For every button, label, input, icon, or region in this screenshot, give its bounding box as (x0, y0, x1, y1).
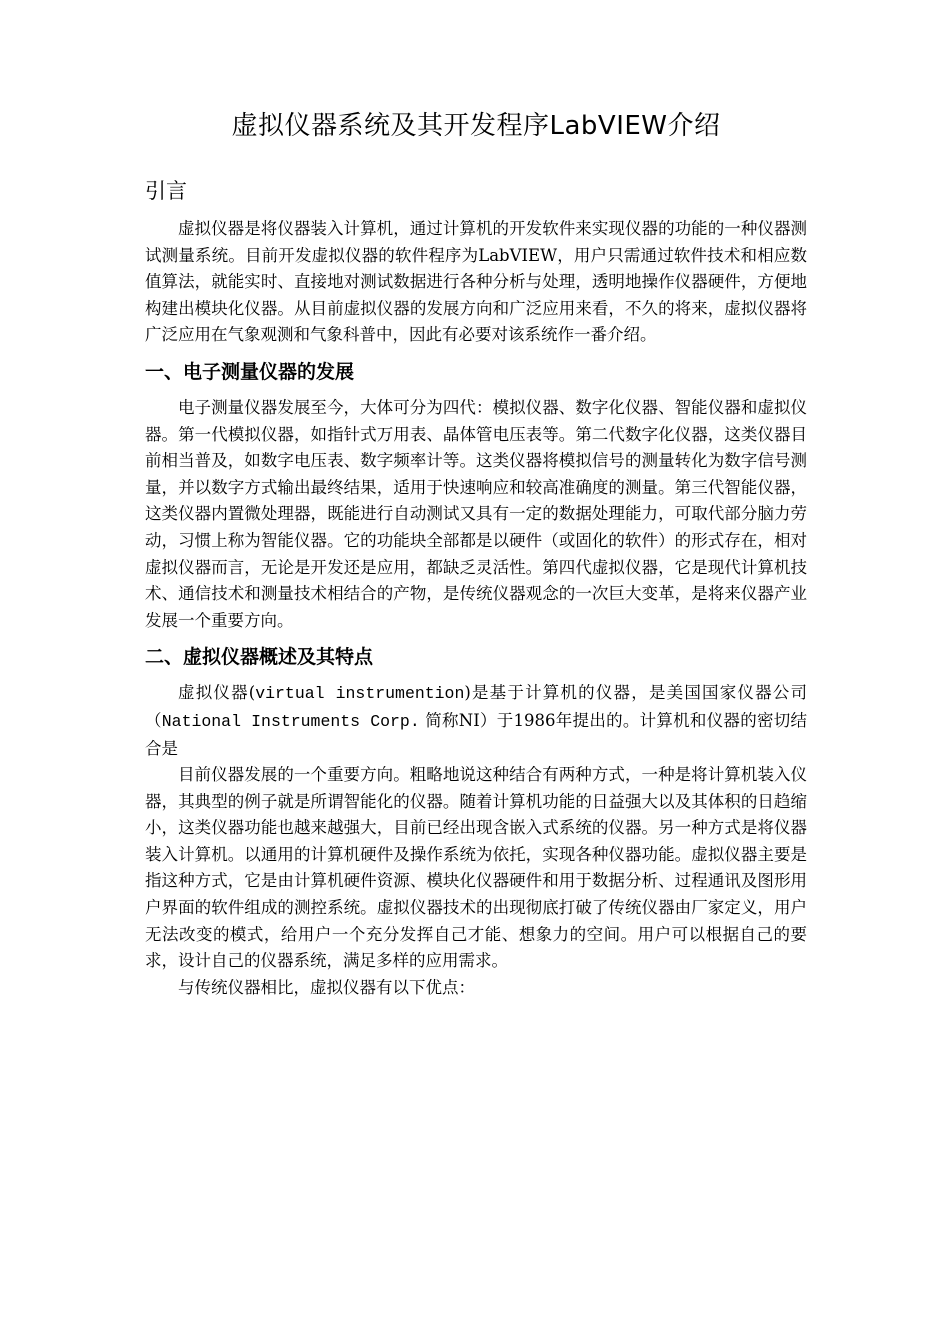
section-2-heading: 二、虚拟仪器概述及其特点 (145, 646, 374, 669)
intro-heading: 引言 (145, 179, 187, 203)
para-text: )是基于计算机的仪器，是美国国家仪器公司（ (145, 683, 808, 730)
section-2-paragraph-3: 与传统仪器相比，虚拟仪器有以下优点： (178, 977, 475, 997)
document-title: 虚拟仪器系统及其开发程序LabVIEW介绍 (231, 111, 721, 141)
section-2-paragraph-1 (145, 680, 807, 762)
term-national-instruments: National Instruments Corp. (161, 711, 420, 731)
para-text: 简称NI）于1986年提出的。计算机和仪器的密切结合是 (145, 710, 807, 758)
section-1-heading: 一、电子测量仪器的发展 (145, 360, 355, 383)
term-virtual-instrumention: virtual instrumention (255, 684, 465, 704)
document-page (145, 108, 807, 1001)
section-2-paragraph-2: 目前仪器发展的一个重要方向。粗略地说这种结合有两种方式，一种是将计算机装入仪 器，其典型的例子就是所谓智能化的仪器。随着计算机功能的日益强大以及其体积的日趋缩小，这类仪器功能也越来越强大，目前已经出现含嵌入式系统的仪器。另一种方式是将仪器装入计算机。以通用的计算机硬件及操作系统为依托，实现各种仪器功能。虚拟仪器主要是指这种方式，它是由计算机硬件资源、模块化仪器硬件和用于数据分析、过程通讯及图形用户界面的软件组成的测控系统。虚拟仪器技术的出现彻底打破了传统仪器由厂家定义，用户无法改变的模式，给用户一个充分发挥自己才能、想象力的空间。用户可以根据自己的要求，设计自己的仪器系统，满足多样的应用需求。 (145, 765, 807, 971)
para-text: 虚拟仪器( (178, 683, 256, 703)
intro-paragraph: 虚拟仪器是将仪器装入计算机，通过计算机的开发软件来实现仪器的功能的一种仪器测试测量系统。目前开发虚拟仪器的软件程序为LabVIEW，用户只需通过软件技术和相应数值算法，就能实时、直接地对测试数据进行各种分析与处理，透明地操作仪器硬件，方便地构建出模块化仪器。从目前虚拟仪器的发展方向和广泛应用来看，不久的将来，虚拟仪器将广泛应用在气象观测和气象科普中，因此有必要对该系统作一番介绍。 (145, 219, 807, 345)
section-1-paragraph: 电子测量仪器发展至今，大体可分为四代：模拟仪器、数字化仪器、智能仪器和虚拟仪器。第一代模拟仪器，如指针式万用表、晶体管电压表等。第二代数字化仪器，这类仪器目前相当普及，如数字电压表、数字频率计等。这类仪器将模拟信号的测量转化为数字信号测量，并以数字方式输出最终结果，适用于快速响应和较高准确度的测量。第三代智能仪器，这类仪器内置微处理器，既能进行自动测试又具有一定的数据处理能力，可取代部分脑力劳动，习惯上称为智能仪器。它的功能块全部都是以硬件（或固化的软件）的形式存在，相对虚拟仪器而言，无论是开发还是应用，都缺乏灵活性。第四代虚拟仪器，它是现代计算机技术、通信技术和测量技术相结合的产物，是传统仪器观念的一次巨大变革，是将来仪器产业发展一个重要方向。 (145, 397, 807, 630)
